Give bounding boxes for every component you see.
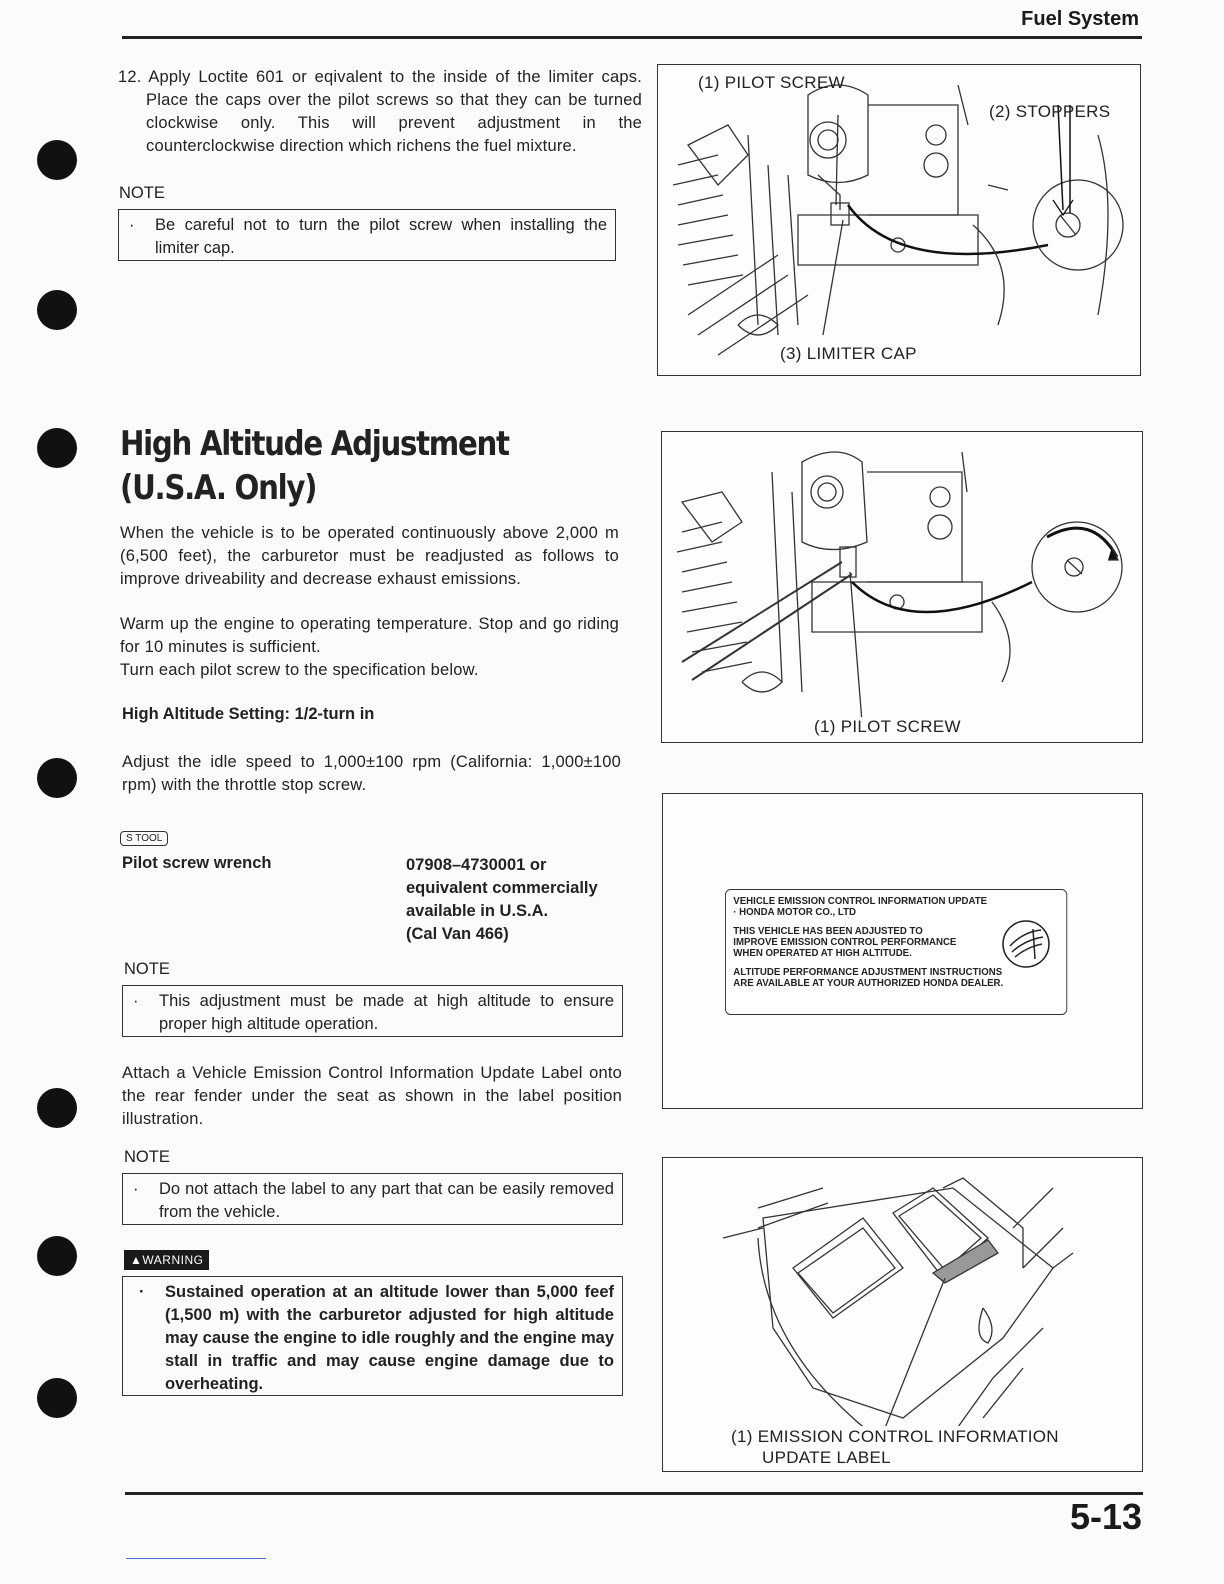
punch-hole bbox=[37, 1236, 77, 1276]
honda-wing-logo bbox=[663, 794, 1144, 1110]
label-stoppers: (2) STOPPERS bbox=[989, 102, 1111, 121]
link-underline bbox=[126, 1558, 266, 1559]
intro-paragraph: When the vehicle is to be operated continuously above 2,000 m (6,500 feet), the carburetor must be readjusted as follows to improve driveability and decrease exhaust emissions. bbox=[120, 524, 619, 588]
punch-hole bbox=[37, 1378, 77, 1418]
figure-pilot-screw-wrench bbox=[661, 431, 1143, 743]
note-text: This adjustment must be made at high altitude to ensure proper high altitude operation. bbox=[159, 992, 614, 1033]
label-emission-label: (1) EMISSION CONTROL INFORMATION UPDATE LABEL bbox=[731, 1427, 1059, 1467]
step-12-text: 12. Apply Loctite 601 or eqivalent to the inside of the limiter caps. Place the caps over the pilot screws so that they can be turned clockwise only. This will prevent adjustment in the counterclockwise direction which richens the fuel mixture. bbox=[118, 68, 642, 155]
section-heading: High Altitude Adjustment (U.S.A. Only) bbox=[120, 424, 509, 508]
punch-hole bbox=[37, 140, 77, 180]
punch-hole bbox=[37, 1088, 77, 1128]
section-title: Fuel System bbox=[1021, 8, 1139, 30]
figure-pilot-screw-limiter bbox=[657, 64, 1141, 376]
high-altitude-setting: High Altitude Setting: 1/2-turn in bbox=[122, 705, 375, 723]
label-line: THIS VEHICLE HAS BEEN ADJUSTED TO bbox=[733, 925, 923, 937]
warning-text: Sustained operation at an altitude lower than 5,000 feef (1,500 m) with the carburetor adjusted for high altitude may cause the engine to idle roughly and the engine may stall in traffic and may cause engine damage due to overheating. bbox=[165, 1283, 614, 1393]
warning-badge: ▲WARNING bbox=[124, 1250, 209, 1270]
figure-emission-label bbox=[662, 793, 1143, 1109]
warning-box: · Sustained operation at an altitude lower than 5,000 feef (1,500 m) with the carburetor adjusted for high altitude may cause the engine to idle roughly and the engine may stall in traffic and may cause engine damage due to overheating. bbox=[122, 1276, 623, 1396]
idle-paragraph: Adjust the idle speed to 1,000±100 rpm (California: 1,000±100 rpm) with the throttle stop screw. bbox=[122, 753, 621, 794]
punch-hole bbox=[37, 758, 77, 798]
carburetor-illustration-2 bbox=[662, 432, 1144, 744]
tool-part-number: 07908–4730001 or equivalent commercially available in U.S.A. (Cal Van 466) bbox=[406, 856, 598, 943]
note-text: Be careful not to turn the pilot screw when installing the limiter cap. bbox=[155, 216, 607, 257]
label-line: ALTITUDE PERFORMANCE ADJUSTMENT INSTRUCTIONS bbox=[733, 966, 1003, 978]
label-line: VEHICLE EMISSION CONTROL INFORMATION UPDATE bbox=[733, 895, 988, 907]
note-label: NOTE bbox=[119, 184, 165, 202]
note-box: · This adjustment must be made at high altitude to ensure proper high altitude operation. bbox=[122, 985, 623, 1037]
punch-hole bbox=[37, 428, 77, 468]
figure-label-position bbox=[662, 1157, 1143, 1472]
label-line: · HONDA MOTOR CO., LTD bbox=[733, 906, 856, 918]
label-line: IMPROVE EMISSION CONTROL PERFORMANCE bbox=[733, 936, 957, 948]
footer-rule bbox=[125, 1492, 1143, 1495]
note-box: · Do not attach the label to any part that can be easily removed from the vehicle. bbox=[122, 1173, 623, 1225]
special-tool-icon: S TOOL bbox=[120, 831, 168, 846]
label-line: WHEN OPERATED AT HIGH ALTITUDE. bbox=[733, 947, 912, 959]
attach-label-paragraph: Attach a Vehicle Emission Control Information Update Label onto the rear fender under the seat as shown in the label position illustration. bbox=[122, 1064, 622, 1128]
note-text: Do not attach the label to any part that can be easily removed from the vehicle. bbox=[159, 1180, 614, 1221]
note-label: NOTE bbox=[124, 1148, 170, 1166]
note-label: NOTE bbox=[124, 960, 170, 978]
punch-hole bbox=[37, 290, 77, 330]
label-limiter-cap: (3) LIMITER CAP bbox=[780, 344, 917, 363]
header-rule bbox=[122, 36, 1142, 39]
note-box: · Be careful not to turn the pilot screw when installing the limiter cap. bbox=[118, 209, 616, 261]
label-pilot-screw: (1) PILOT SCREW bbox=[698, 73, 845, 92]
label-pilot-screw: (1) PILOT SCREW bbox=[814, 717, 961, 736]
tool-name: Pilot screw wrench bbox=[122, 854, 272, 872]
warning-triangle-icon: ▲ bbox=[130, 1253, 143, 1267]
turn-paragraph: Turn each pilot screw to the specification below. bbox=[120, 661, 479, 679]
label-line: ARE AVAILABLE AT YOUR AUTHORIZED HONDA DEALER. bbox=[733, 977, 1004, 989]
warmup-paragraph: Warm up the engine to operating temperature. Stop and go riding for 10 minutes is sufficient. bbox=[120, 615, 619, 656]
page-number: 5-13 bbox=[1069, 1496, 1142, 1537]
